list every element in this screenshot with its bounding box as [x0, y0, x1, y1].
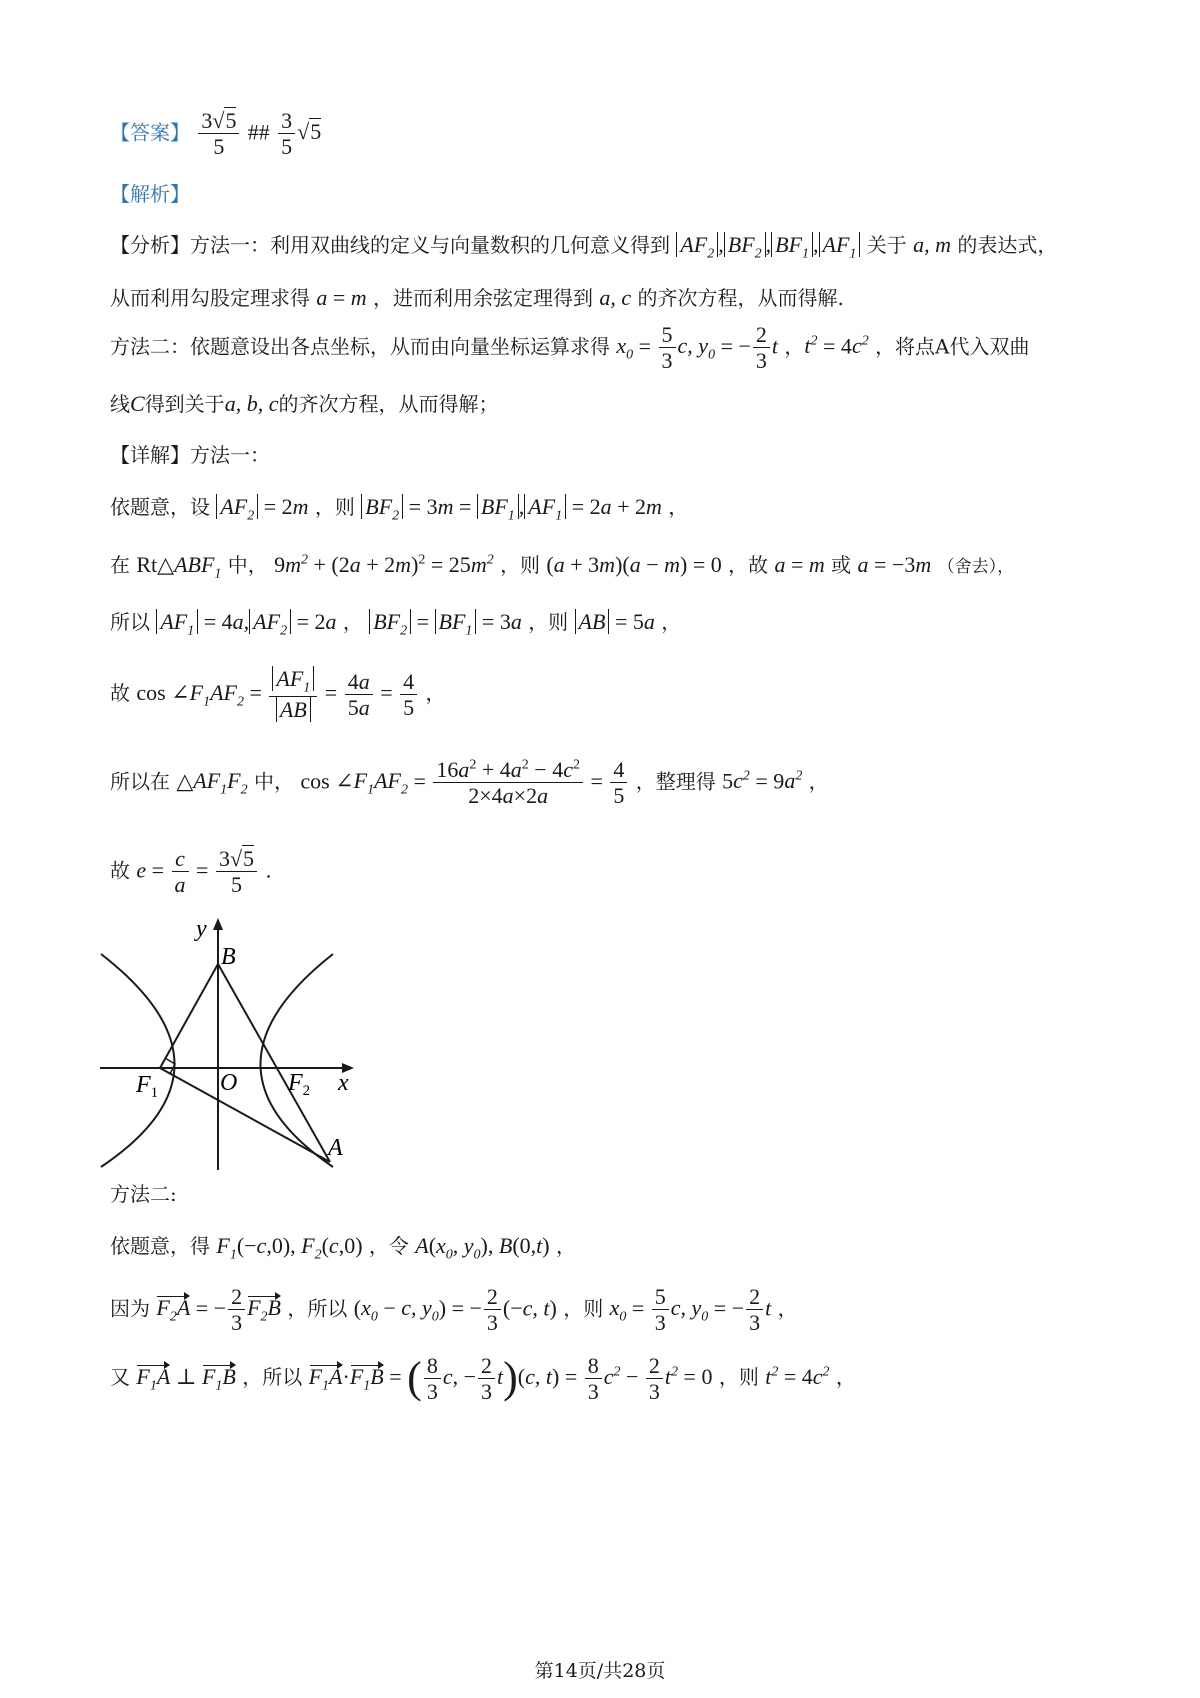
fenxi-line-4: 线C得到关于a, b, c的齐次方程，从而得解；: [110, 391, 499, 416]
detail-text: 中，: [227, 553, 268, 577]
method2-line-3: 又 $F_1A$ ⊥ $F_1B$ ，所以 $F_1A\cdot F_1B$ = ( $\frac{8}{3}$ c, − $\frac{2}{3}$ t)(c, t) = $\frac{8}{3}$ $c^2$ − $\frac{2}{3}$ $t^2 = 0$ ，则 $t^2 = 4c^2$ ，: [110, 1352, 856, 1404]
detail-line-6: 故 e = $\frac{c}{a}$ = $\frac{3√5}{5}$ .: [110, 846, 272, 898]
detail-line-2: 在 $Rt\triangle ABF_1$ 中， $9m^2 + (2a + 2m)^2 = 25m^2$ ，则 (a + 3m)(a − m) = 0 ，故 a = m 或 a = −3m （舍去），: [110, 552, 1015, 582]
detail-text: ，: [777, 1296, 798, 1321]
label-F1-sub: 1: [150, 1085, 159, 1101]
fenxi-text: 的齐次方程，从而得解；: [278, 392, 499, 416]
method2-line-2: 因为 $F_2A$ = − $\frac{2}{3}$ $F_2B$ ，所以 ($x_0 - c$, $y_0$) = − $\frac{2}{3}$ (−c, t) ，则 $x_0$ = $\frac{5}{3}$ c, $y_0$ = − $\frac{2}{3}$ t ，: [110, 1284, 798, 1336]
fenxi-text: 关于: [866, 233, 907, 257]
detail-text: 又: [110, 1364, 130, 1389]
detail-text: 依题意，得: [110, 1234, 210, 1258]
label-F2-letter: F: [288, 1070, 303, 1096]
fenxi-line-1: 【分析】方法一：利用双曲线的定义与向量数积的几何意义得到 $AF_2$ , $BF_2$ , $BF_1$ , $AF_1$ 关于 a, m 的表达式，: [110, 232, 1058, 262]
label-B: B: [221, 944, 236, 970]
hyperbola-right-branch: [261, 954, 334, 1167]
detail-text: ，令: [368, 1234, 409, 1258]
fenxi-tag: 【分析】: [110, 233, 190, 257]
detail-text: ，: [661, 610, 682, 634]
fenxi-text: 的齐次方程，从而得解.: [637, 286, 844, 310]
method2-line-1: 依题意，得 $F_1(-c,0)$, $F_2(c,0)$ ，令 $A(x_0$, $y_0$), B(0,t) ，: [110, 1233, 576, 1263]
detail-line-3: 所以 $AF_1 = 4a$, $AF_2 = 2a$ ， $BF_2 = BF_1 = 3a$ ，则 AB = 5a ，: [110, 609, 682, 639]
answer-fraction-2: $\frac{3}{5}$: [278, 108, 295, 160]
detail-text: （舍去），: [937, 557, 1015, 577]
detail-text: ，故: [728, 553, 769, 577]
detail-tag: 【详解】: [110, 443, 190, 467]
label-x: x: [338, 1070, 349, 1096]
fenxi-text: 方法二：依题意设出各点坐标，从而由向量坐标运算求得: [110, 334, 610, 359]
fenxi-text: 的表达式，: [957, 233, 1058, 257]
hyperbola-figure: [98, 912, 368, 1177]
fenxi-line-3: 方法二：依题意设出各点坐标，从而由向量坐标运算求得 $x_0$ = $\frac{5}{3}$ c, $y_0$ = − $\frac{2}{3}$ t ，$t^2 = 4c^2$ ，将点A代入双曲: [110, 322, 1030, 374]
detail-text: 中，: [253, 769, 294, 794]
label-A: A: [328, 1135, 343, 1161]
detail-text: ，整理得: [635, 769, 716, 794]
fenxi-text: 线: [110, 392, 130, 416]
detail-text: ，: [808, 769, 829, 794]
detail-text: 因为: [110, 1296, 150, 1321]
fenxi-text: 得到关于: [144, 392, 225, 416]
detail-text: ，则: [314, 495, 355, 519]
detail-text: 所以在: [110, 769, 170, 794]
detail-text: 在: [110, 553, 130, 577]
detail-text: .: [265, 858, 272, 883]
answer-line: 【答案】 $\frac{3√5}{5}$ ## $\frac{3}{5}$ √5: [110, 108, 322, 160]
detail-text: ，: [342, 610, 363, 634]
method-1-label: 方法一：: [190, 443, 270, 467]
page-footer: 第14页/共28页: [534, 1660, 666, 1682]
detail-text: ，: [668, 495, 689, 519]
detail-text: ，: [835, 1364, 856, 1389]
method-2-label: 方法二:: [110, 1182, 177, 1206]
label-F2-sub: 2: [302, 1083, 311, 1099]
analysis-tag: 【解析】: [110, 182, 190, 206]
answer-tag: 【答案】: [110, 120, 190, 145]
detail-heading: [110, 443, 270, 467]
detail-text: ，: [425, 680, 446, 705]
label-F1: [135, 1072, 158, 1101]
detail-text: 故: [110, 680, 130, 705]
detail-text: ，则: [500, 553, 541, 577]
detail-text: ，所以: [242, 1364, 303, 1389]
detail-text: 故: [110, 858, 130, 883]
y-axis-arrow-icon: [213, 918, 223, 930]
label-F1-letter: F: [136, 1072, 151, 1098]
label-O: O: [220, 1070, 238, 1096]
label-F2: [287, 1070, 310, 1099]
fenxi-text: ，将点A代入双曲: [875, 334, 1030, 359]
fenxi-line-2: 从而利用勾股定理求得 a = m ，进而利用余弦定理得到 a, c 的齐次方程，从而得解.: [110, 285, 844, 310]
detail-text: ，所以: [287, 1296, 348, 1321]
answer-separator: ##: [247, 119, 270, 145]
fenxi-text: 从而利用勾股定理求得: [110, 286, 310, 310]
segment-BA: [218, 964, 330, 1162]
fenxi-text: 方法一：利用双曲线的定义与向量数积的几何意义得到: [190, 233, 670, 257]
detail-line-5: 所以在 $\triangle AF_1F_2$ 中， $\cos \angle F_1AF_2$ = $\frac{16a^2 + 4a^2 - 4c^2}{2\times 4a\times 2a}$ = $\frac{4}{5}$ ，整理得 $5c^2 = 9a^2$ ，: [110, 757, 829, 809]
detail-text: 依题意，设: [110, 495, 210, 519]
detail-text: ，则: [528, 610, 569, 634]
detail-text: 所以: [110, 610, 150, 634]
segment-F1B: [160, 964, 218, 1068]
detail-text: ，则: [563, 1296, 604, 1321]
detail-line-4: 故 $\cos \angle F_1AF_2$ = $\frac{AF_1}{AB}$ = $\frac{4a}{5a}$ = $\frac{4}{5}$ ，: [110, 666, 446, 723]
answer-fraction-1: $\frac{3√5}{5}$: [198, 108, 239, 160]
fenxi-text: ，进而利用余弦定理得到: [373, 286, 594, 310]
detail-text: ，: [555, 1234, 576, 1258]
label-y: y: [196, 916, 207, 942]
detail-text: 或: [831, 553, 852, 577]
detail-line-1: 依题意，设 $AF_2 = 2m$ ，则 $BF_2 = 3m = BF_1$ , $AF_1 = 2a + 2m$ ，: [110, 494, 689, 524]
detail-text: ，则: [718, 1364, 759, 1389]
